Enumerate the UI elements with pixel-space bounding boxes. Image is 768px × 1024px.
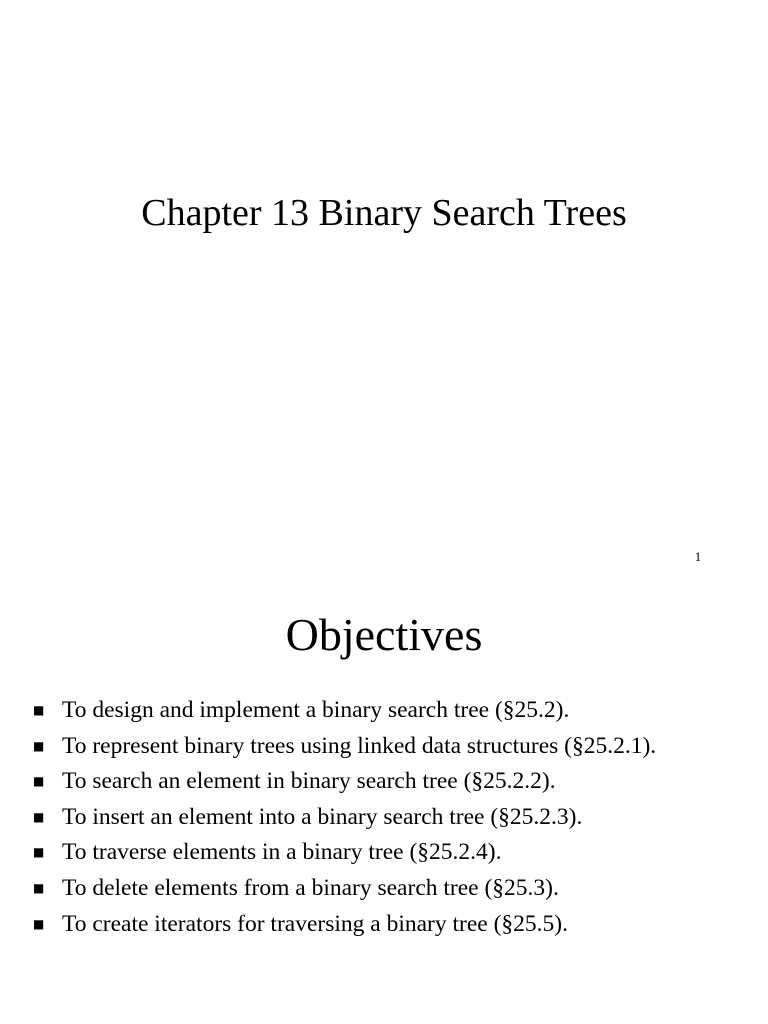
objectives-list [0,693,760,942]
slide-objectives [0,580,768,1024]
square-bullet-icon: ■ [33,916,45,931]
list-item [0,835,760,871]
list-item [0,871,760,907]
objective-text: To insert an element into a binary search tree (§25.2.3). [62,803,583,830]
objectives-title: Objectives [285,609,483,660]
square-bullet-icon: ■ [33,845,45,860]
objective-text: To design and implement a binary search tree (§25.2). [62,697,570,723]
page-number: 1 [694,549,702,564]
square-bullet-icon: ■ [33,738,45,753]
list-item [0,729,760,765]
chapter-title: Chapter 13 Binary Search Trees [141,192,627,234]
square-bullet-icon: ■ [33,774,45,789]
square-bullet-icon: ■ [33,703,45,717]
objective-text: To create iterators for traversing a binary tree (§25.5). [62,910,568,937]
list-item [0,764,760,800]
list-item [0,800,760,836]
list-item [0,693,760,729]
list-item [0,907,760,943]
objective-text: To represent binary trees using linked data structures (§25.2.1). [62,732,657,759]
square-bullet-icon: ■ [33,880,45,895]
objective-text: To search an element in binary search tree (§25.2.2). [62,768,556,795]
objective-text: To delete elements from a binary search tree (§25.3). [62,874,559,901]
square-bullet-icon: ■ [33,809,45,824]
objective-text: To traverse elements in a binary tree (§25.2.4). [62,839,502,866]
